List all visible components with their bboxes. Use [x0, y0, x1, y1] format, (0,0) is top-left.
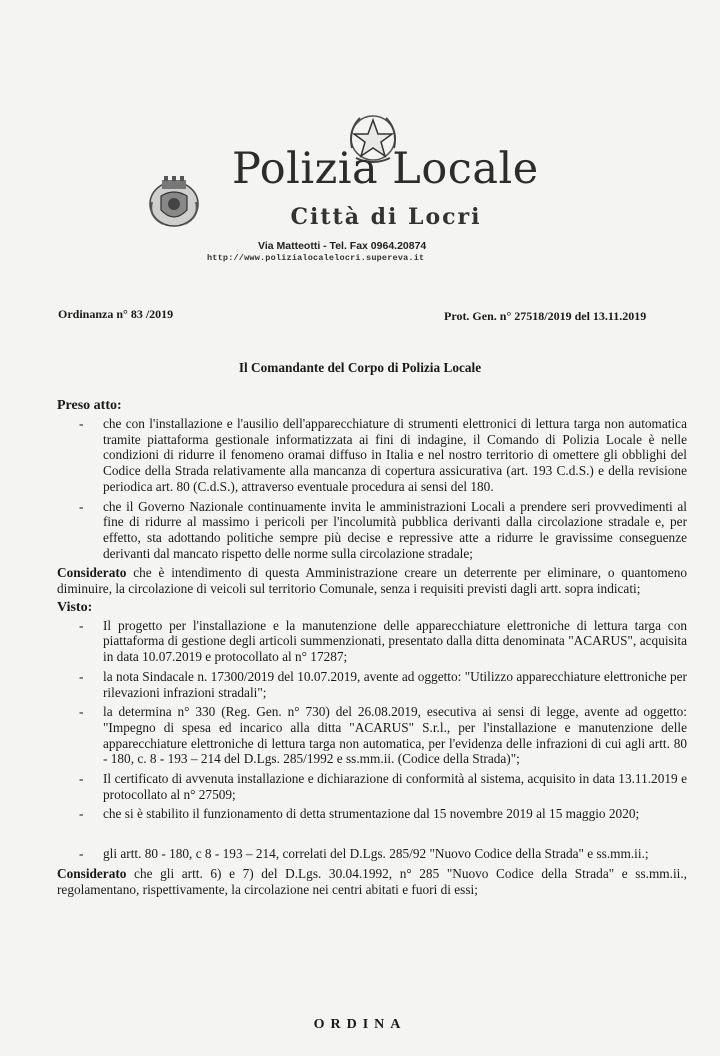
- document-heading: Il Comandante del Corpo di Polizia Locale: [238, 360, 482, 375]
- list-item-text: Il progetto per l'installazione e la manutenzione delle apparecchiature elettroniche di lettura targa con piattaforma di gestione degli articoli summenzionati, presentato dalla ditta denominata "ACARUS", acquisita in data 10.07.2019 e protocollato al n° 17287;: [103, 617, 687, 665]
- list-item: [57, 846, 687, 862]
- list-item-text: Il certificato di avvenuta installazione e dichiarazione di conformità al sistema, acquisito in data 13.11.2019 e protocollato al n° 27509;: [103, 771, 687, 802]
- considerato-label: Considerato: [57, 565, 127, 581]
- considerato-text: che è intendimento di questa Amministrazione creare un deterrente per eliminare, o quantomeno diminuire, la circolazione di veicoli sul territorio Comunale, senza i requisiti previsti dagli artt. sopra indicati;: [57, 565, 687, 597]
- list-item-text: gli artt. 80 - 180, c 8 - 193 – 214, correlati del D.Lgs. 285/92 "Nuovo Codice della Strada" e ss.mm.ii.;: [103, 846, 649, 862]
- protocol-number: Prot. Gen. n° 27518/2019 del 13.11.2019: [444, 309, 647, 323]
- brand-title: Polizia Locale: [232, 144, 539, 194]
- considerato-paragraph: [57, 866, 687, 897]
- ordina-heading: ORDINA: [313, 1017, 407, 1032]
- considerato-text: che gli artt. 6) e 7) del D.Lgs. 30.04.1992, n° 285 "Nuovo Codice della Strada" e ss.mm.ii., regolamentano, rispettivamente, la circolazione nei centri abitati e fuori di essi;: [57, 865, 687, 897]
- list-item: [57, 806, 687, 822]
- bullet-dash: -: [79, 771, 84, 787]
- list-item-text: la determina n° 330 (Reg. Gen. n° 730) del 26.08.2019, esecutiva ai sensi di legge, avente ad oggetto: "Impegno di spesa ed incarico alla ditta "ACARUS" S.r.l., per l'installazione e manutenzione delle apparecchiature elettroniche di lettura targa non automatica, per l'evidenza delle infrazioni di cui agli artt. 80 - 180, c. 8 - 193 – 214 del D.Lgs. 285/1992 e ss.mm.ii. (Codice della Strada)";: [103, 704, 687, 767]
- bullet-dash: -: [79, 498, 84, 514]
- section-label-visto: Visto:: [57, 599, 93, 615]
- list-item: [57, 499, 687, 562]
- bullet-dash: -: [79, 806, 84, 822]
- bullet-dash: -: [79, 617, 84, 633]
- bullet-dash: -: [79, 416, 84, 431]
- document-body: [57, 397, 687, 899]
- list-item: [57, 704, 687, 767]
- bullet-dash: -: [79, 668, 84, 684]
- list-item-text: che con l'installazione e l'ausilio dell'apparecchiature di strumenti elettronici di lettura targa non automatica tramite piattaforma gestionale informatizzata ai fini di indagine, il Comando di Polizia Locale è nelle condizioni di ridurre il fenomeno oramai diffuso in Italia e nel nostro territorio di omettere gli obblighi del Codice della Strada relativamente alla mancanza di copertura assicurativa (art. 193 C.d.S.) e della revisione periodica art. 80 (C.d.S.), attraverso eventuale procedura ai sensi del 180.: [103, 416, 687, 494]
- list-item-text: che il Governo Nazionale continuamente invita le amministrazioni Locali a prendere seri provvedimenti al fine di ridurre al massimo i pericoli per l'incolumità pubblica derivanti dalla circolazione stradale e, per effetto, sta adottando politiche sempre più decise e repressive atte a ridurre le gravissime conseguenze derivanti dal mancato rispetto delle norme sulla circolazione stradale;: [103, 498, 687, 561]
- considerato-paragraph: [57, 565, 687, 596]
- website-link[interactable]: http://www.polizialocalelocri.supereva.it: [207, 253, 425, 263]
- list-item-text: che si è stabilito il funzionamento di detta strumentazione dal 15 novembre 2019 al 15 maggio 2020;: [103, 806, 640, 822]
- brand-subtitle: Città di Locri: [290, 204, 482, 230]
- section-label-preso-atto: Preso atto:: [57, 398, 122, 413]
- considerato-label: Considerato: [57, 865, 127, 881]
- spacer: [57, 826, 687, 844]
- list-item: [57, 618, 687, 665]
- ordinance-number: Ordinanza n° 83 /2019: [58, 307, 174, 321]
- bullet-dash: -: [79, 704, 84, 720]
- list-item: [57, 416, 687, 495]
- list-item: [57, 669, 687, 700]
- list-item-text: la nota Sindacale n. 17300/2019 del 10.07.2019, avente ad oggetto: "Utilizzo apparecchiature elettroniche per rilevazioni infrazioni stradali";: [103, 668, 687, 700]
- bullet-dash: -: [79, 846, 84, 862]
- list-item: [57, 771, 687, 802]
- city-crest-icon: [143, 172, 205, 230]
- address-line: Via Matteotti - Tel. Fax 0964.20874: [258, 240, 427, 252]
